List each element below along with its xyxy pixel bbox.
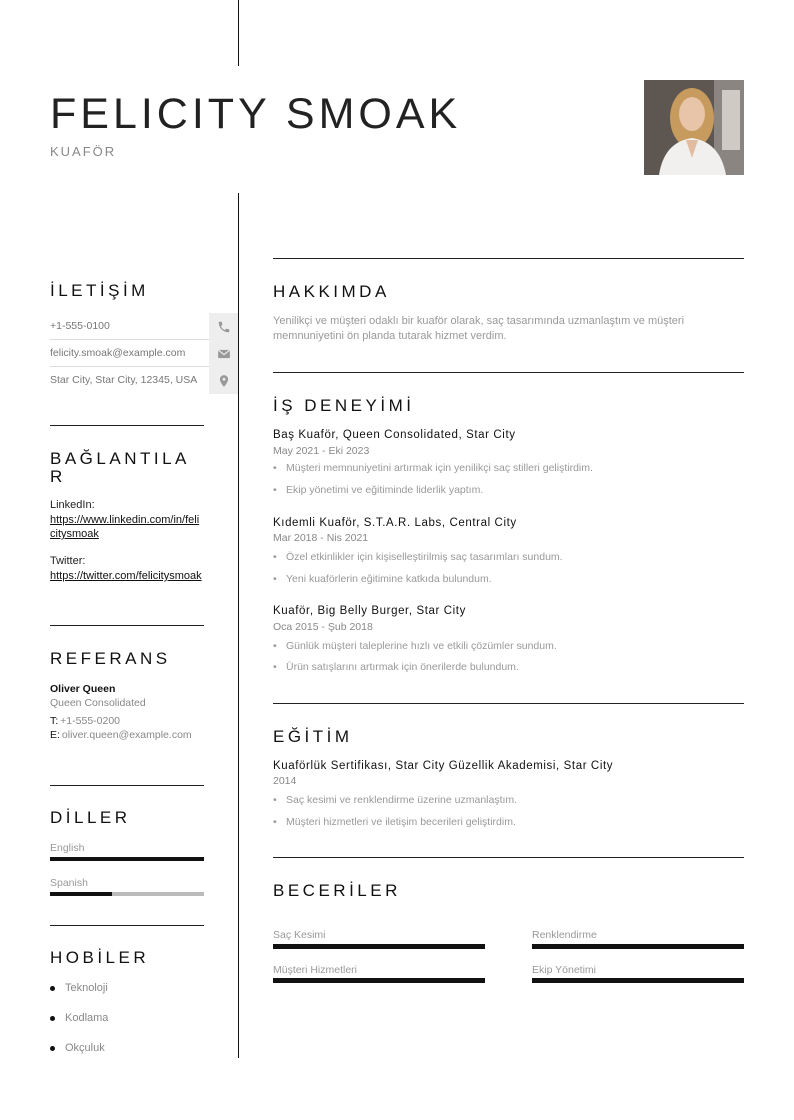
job-bullet: • Özel etkinlikler için kişiselleştirilmiş saç tasarımları sundum.: [273, 551, 563, 563]
languages-section-title: DİLLER: [50, 808, 131, 827]
hobby-label: Okçuluk: [65, 1042, 105, 1054]
job-title: Kuaför, Big Belly Burger, Star City: [273, 605, 466, 617]
language-name: Spanish: [50, 877, 88, 889]
reference-phone-label: T:: [50, 715, 59, 727]
job-date: Oca 2015 - Şub 2018: [273, 621, 373, 633]
language-level-fill: [50, 892, 112, 896]
job-date: Mar 2018 - Nis 2021: [273, 532, 369, 544]
hobby-item: [50, 982, 108, 994]
vertical-divider-main: [238, 193, 239, 1058]
reference-email: [50, 728, 204, 742]
language-level-bar: [50, 892, 204, 896]
contact-email: felicity.smoak@example.com: [50, 340, 238, 367]
job-title: Kıdemli Kuaför, S.T.A.R. Labs, Central City: [273, 517, 517, 529]
job-date: May 2021 - Eki 2023: [273, 445, 370, 457]
divider: [50, 425, 204, 426]
hobby-item: [50, 1012, 108, 1024]
hobby-label: Teknoloji: [65, 982, 108, 994]
phone-icon: [209, 313, 238, 340]
education-bullet: • Müşteri hizmetleri ve iletişim becerileri geliştirdim.: [273, 816, 516, 828]
divider: [50, 625, 204, 626]
linkedin-label: LinkedIn:: [50, 499, 95, 511]
references-section-title: REFERANS: [50, 649, 171, 668]
linkedin-link[interactable]: https://www.linkedin.com/in/felicitysmoak: [50, 514, 200, 540]
education-section-title: EĞİTİM: [273, 727, 353, 746]
skill-level-bar: [273, 944, 485, 949]
skill-name: Saç Kesimi: [273, 929, 326, 941]
reference-phone-value: +1-555-0200: [60, 715, 121, 727]
divider: [273, 258, 744, 259]
bullet-dot: [50, 986, 55, 991]
hobbies-section-title: HOBİLER: [50, 948, 150, 967]
reference-email-label: E:: [50, 729, 60, 741]
job-bullet: • Yeni kuaförlerin eğitimine katkıda bulundum.: [273, 573, 492, 585]
about-section-title: HAKKIMDA: [273, 282, 390, 301]
job-bullet: • Ürün satışlarını artırmak için önerilerde bulundum.: [273, 661, 519, 673]
candidate-name: FELICITY SMOAK: [50, 90, 462, 138]
job-bullet: • Müşteri memnuniyetini artırmak için yenilikçi saç stilleri geliştirdim.: [273, 462, 593, 474]
skill-name: Ekip Yönetimi: [532, 964, 597, 976]
job-bullet: • Günlük müşteri taleplerine hızlı ve etkili çözümler sundum.: [273, 640, 557, 652]
skill-level-bar: [273, 978, 485, 983]
skill-level-bar: [532, 944, 744, 949]
skill-name: Renklendirme: [532, 929, 597, 941]
profile-photo: [644, 80, 744, 175]
reference-email-value: oliver.queen@example.com: [61, 729, 192, 741]
bullet-dot: [50, 1016, 55, 1021]
bullet-dot: [50, 1046, 55, 1051]
education-year: 2014: [273, 775, 297, 787]
reference-name: Oliver Queen: [50, 683, 116, 695]
hobby-label: Kodlama: [65, 1012, 109, 1024]
hobby-item: [50, 1042, 105, 1054]
reference-phone: [50, 714, 204, 728]
skill-level-bar: [532, 978, 744, 983]
about-text: Yenilikçi ve müşteri odaklı bir kuaför olarak, saç tasarımında uzmanlaştım ve müşteri memnuniyetini ön planda tutarak hizmet verdim.: [273, 315, 685, 342]
divider: [50, 785, 204, 786]
vertical-divider-top: [238, 0, 239, 66]
language-level-fill: [50, 857, 204, 861]
twitter-label: Twitter:: [50, 555, 86, 567]
contact-phone: +1-555-0100: [50, 313, 238, 340]
divider: [50, 925, 204, 926]
email-icon: [209, 340, 238, 367]
divider: [273, 703, 744, 704]
job-bullet: • Ekip yönetimi ve eğitiminde liderlik yaptım.: [273, 484, 483, 496]
location-pin-icon: [209, 367, 238, 394]
skills-section-title: BECERİLER: [273, 881, 401, 900]
divider: [273, 372, 744, 373]
reference-company: Queen Consolidated: [50, 697, 146, 709]
contact-section-title: İLETİŞİM: [50, 281, 149, 300]
education-bullet: • Saç kesimi ve renklendirme üzerine uzmanlaştım.: [273, 794, 517, 806]
contact-address: Star City, Star City, 12345, USA: [50, 374, 198, 386]
language-level-bar: [50, 857, 204, 861]
candidate-role: KUAFÖR: [50, 144, 117, 159]
skill-name: Müşteri Hizmetleri: [273, 964, 358, 976]
twitter-link[interactable]: https://twitter.com/felicitysmoak: [50, 570, 202, 582]
education-degree: Kuaförlük Sertifikası, Star City Güzellik Akademisi, Star City: [273, 760, 614, 772]
experience-section-title: İŞ DENEYİMİ: [273, 396, 415, 415]
divider: [273, 857, 744, 858]
language-name: English: [50, 842, 85, 854]
links-section-title: BAĞLANTILAR: [50, 449, 190, 486]
job-title: Baş Kuaför, Queen Consolidated, Star City: [273, 429, 516, 441]
